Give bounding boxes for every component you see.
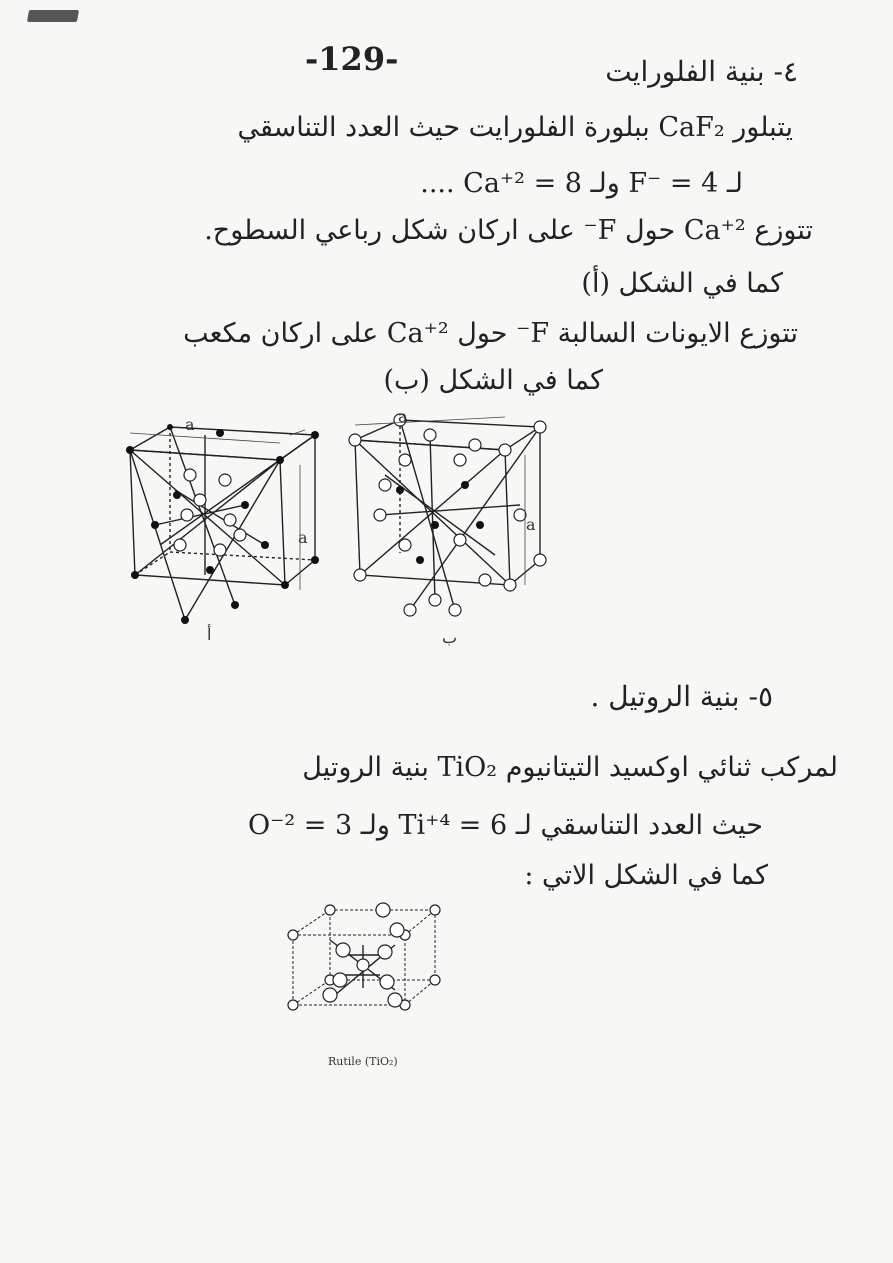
rutile-line-3: كما في الشكل الاتي :: [524, 860, 768, 891]
page-number: -129-: [305, 40, 399, 78]
figure-b-edge-label-side: a: [526, 515, 536, 534]
fluorite-section-title: ٤- بنية الفلورايت: [605, 55, 798, 88]
fluorite-line-4: كما في الشكل (أ): [581, 268, 783, 299]
rutile-section-title: ٥- بنية الروتيل .: [590, 680, 773, 713]
fluorite-line-5: تتوزع الايونات السالبة F⁻ حول Ca⁺² على اركان مكعب: [183, 318, 798, 349]
fluorite-figure-b: [345, 405, 545, 625]
rutile-line-2: حيث العدد التناسقي لـ Ti⁺⁴ = 6 ولـ O⁻² = 3: [247, 810, 763, 841]
fluorite-line-6: كما في الشكل (ب): [383, 365, 603, 396]
fluorite-line-1: يتبلور CaF₂ ببلورة الفلورايت حيث العدد التناسقي: [237, 112, 793, 143]
figure-b-edge-label-top: a: [398, 407, 408, 426]
figure-a-edge-label-side: a: [298, 528, 308, 547]
rutile-figure: [285, 900, 450, 1020]
rutile-caption: Rutile (TiO₂): [328, 1055, 398, 1068]
figure-b-label: ب: [442, 628, 458, 647]
figure-a-label: أ: [207, 625, 212, 644]
scan-corner-mark: [27, 10, 79, 22]
figure-a-edge-label-top: a: [185, 415, 195, 434]
fluorite-figure-a: [115, 405, 315, 625]
fluorite-line-3: تتوزع Ca⁺² حول F⁻ على اركان شكل رباعي السطوح.: [204, 215, 813, 246]
fluorite-line-2: لـ F⁻ = 4 ولـ Ca⁺² = 8 ....: [420, 168, 743, 199]
rutile-line-1: لمركب ثنائي اوكسيد التيتانيوم TiO₂ بنية الروتيل: [302, 752, 838, 783]
